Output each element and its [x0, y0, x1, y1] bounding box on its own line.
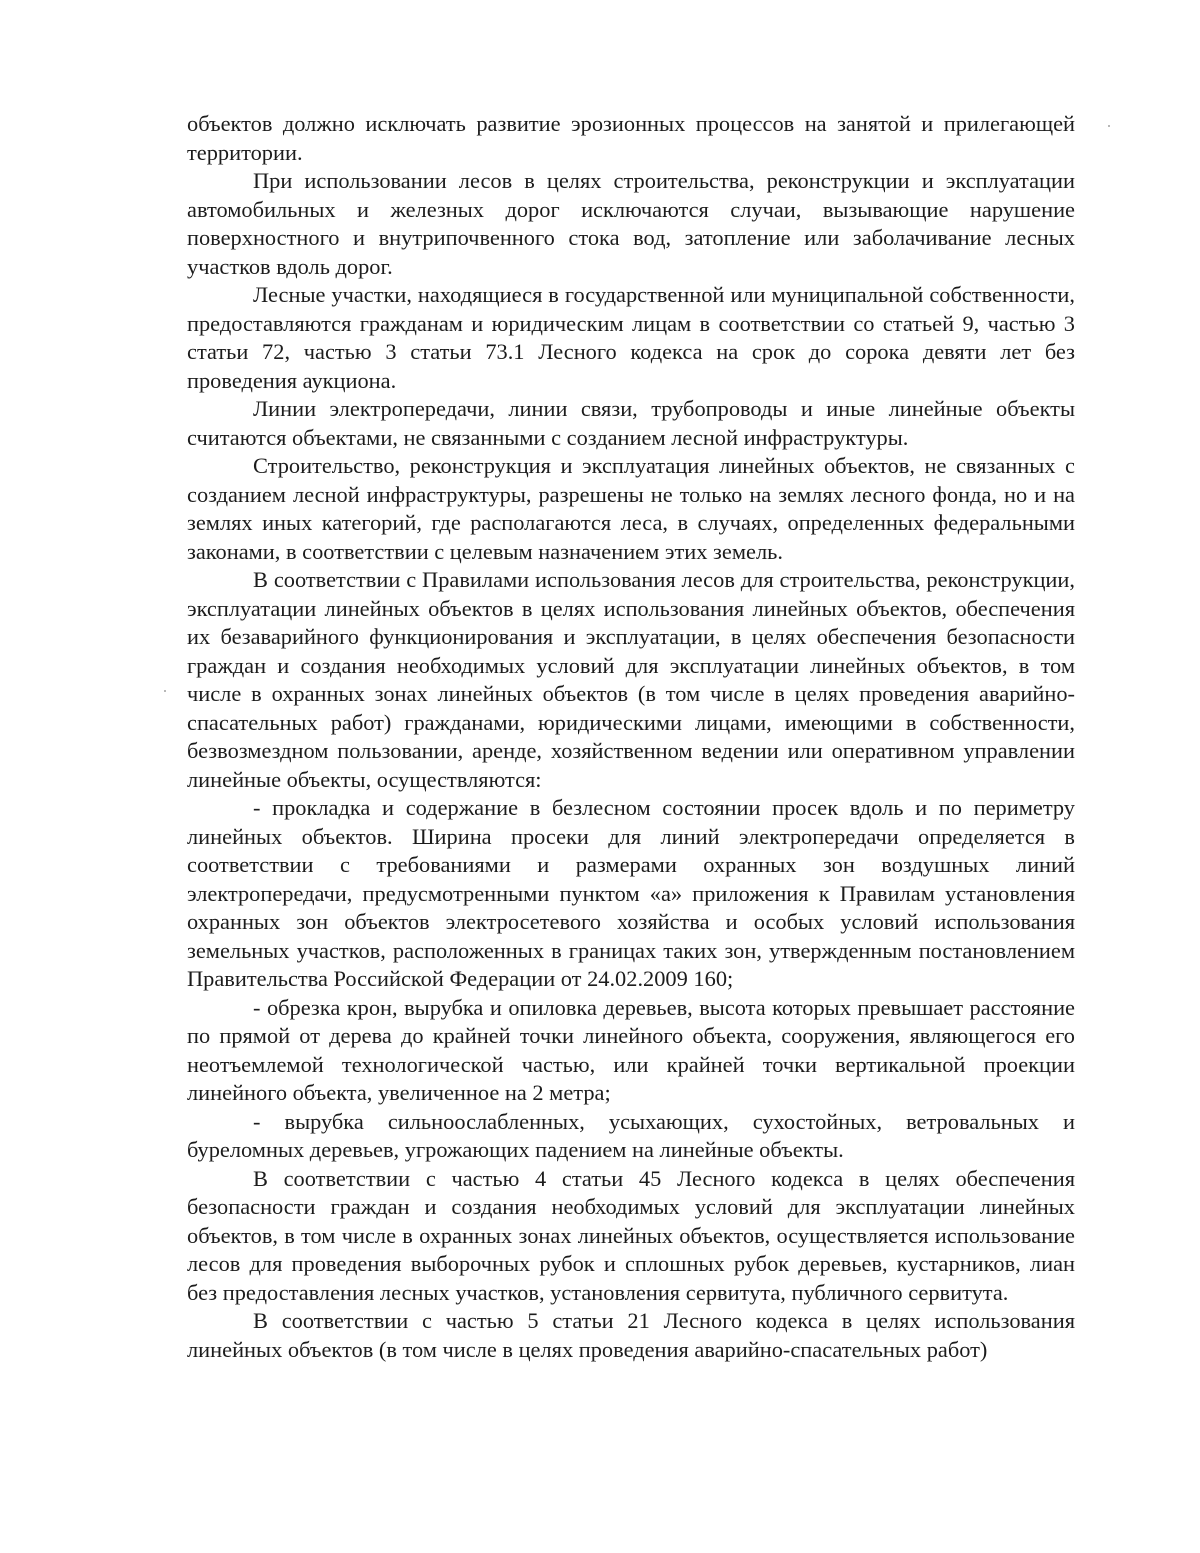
list-item-1: - прокладка и содержание в безлесном состоянии просек вдоль и по периметру линейных объектов. Ширина просеки для линий электропередачи определяется в соответствии с требованиями и размерами охранных зон воздушных линий электропередачи, предусмотренными пунктом «а» приложения к Правилам установления охранных зон объектов электросетевого хозяйства и особых условий использования земельных участков, расположенных в границах таких зон, утвержденным постановлением Правительства Российской Федерации от 24.02.2009 160;	[187, 795, 1075, 991]
paragraph-6: В соответствии с Правилами использования лесов для строительства, реконструкции, эксплуатации линейных объектов в целях использования линейных объектов, обеспечения их безаварийного функционирования и эксплуатации, в целях обеспечения безопасности граждан и создания необходимых условий для эксплуатации линейных объектов, в том числе в охранных зонах линейных объектов (в том числе в целях проведения аварийно-спасательных работ) гражданами, юридическими лицами, имеющими в собственности, безвозмездном пользовании, аренде, хозяйственном ведении или оперативном управлении линейные объекты, осуществляются:	[187, 567, 1075, 792]
list-item-2: - обрезка крон, вырубка и опиловка деревьев, высота которых превышает расстояние по прямой от дерева до крайней точки линейного объекта, сооружения, являющегося его неотъемлемой технологической частью, или крайней точки вертикальной проекции линейного объекта, увеличенное на 2 метра;	[187, 994, 1075, 1105]
paragraph-3: Лесные участки, находящиеся в государственной или муниципальной собственности, предоставляются гражданам и юридическим лицам в соответствии со статьей 9, частью 3 статьи 72, частью 3 статьи 73.1 Лесного кодекса на срок до сорока девяти лет без проведения аукциона.	[187, 282, 1075, 393]
paragraph-1: объектов должно исключать развитие эрозионных процессов на занятой и прилегающей территории.	[187, 111, 1075, 165]
list-item-3: - вырубка сильноослабленных, усыхающих, сухостойных, ветровальных и буреломных деревьев, угрожающих падением на линейные объекты.	[187, 1108, 1075, 1162]
paragraph-7: В соответствии с частью 4 статьи 45 Лесного кодекса в целях обеспечения безопасности граждан и создания необходимых условий для эксплуатации линейных объектов, в том числе в охранных зонах линейных объектов, осуществляется использование лесов для проведения выборочных рубок и сплошных рубок деревьев, кустарников, лиан без предоставления лесных участков, установления сервитута, публичного сервитута.	[187, 1165, 1075, 1305]
paragraph-2: При использовании лесов в целях строительства, реконструкции и эксплуатации автомобильных и железных дорог исключаются случаи, вызывающие нарушение поверхностного и внутрипочвенного стока вод, затопление или заболачивание лесных участков вдоль дорог.	[187, 168, 1075, 279]
paragraph-5: Строительство, реконструкция и эксплуатация линейных объектов, не связанных с созданием лесной инфраструктуры, разрешены не только на землях лесного фонда, но и на землях иных категорий, где располагаются леса, в случаях, определенных федеральными законами, в соответствии с целевым назначением этих земель.	[187, 453, 1075, 564]
scan-speck	[1108, 125, 1110, 127]
paragraph-4: Линии электропередачи, линии связи, трубопроводы и иные линейные объекты считаются объектами, не связанными с созданием лесной инфраструктуры.	[187, 396, 1075, 450]
paragraph-8: В соответствии с частью 5 статьи 21 Лесного кодекса в целях использования линейных объектов (в том числе в целях проведения аварийно-спасательных работ)	[187, 1308, 1075, 1362]
scan-speck	[164, 690, 166, 692]
document-body	[187, 110, 1075, 1364]
